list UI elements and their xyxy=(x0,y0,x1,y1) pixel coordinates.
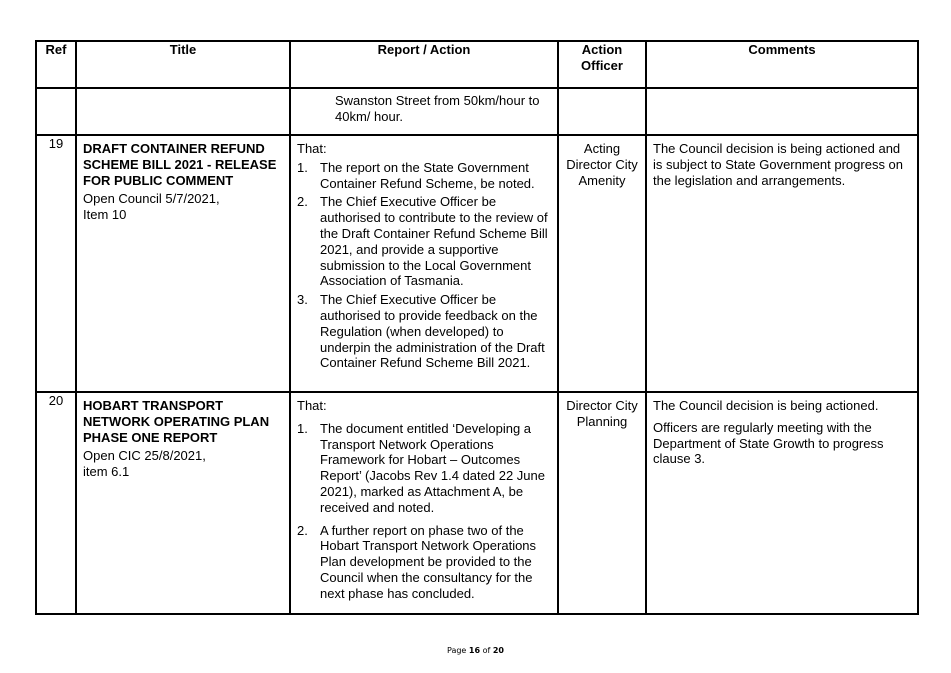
item-meeting-note xyxy=(83,191,283,223)
action-item xyxy=(297,421,551,516)
table-row xyxy=(36,392,918,614)
item-title: DRAFT CONTAINER REFUND SCHEME BILL 2021 - RELEASE FOR PUBLIC COMMENT xyxy=(83,141,277,188)
action-item xyxy=(297,194,551,289)
action-list xyxy=(297,421,551,602)
continuation-text: Swanston Street from 50km/hour to 40km/ hour. xyxy=(335,93,540,124)
action-text: The Chief Executive Officer be authorised to provide feedback on the Regulation (when developed) to underpin the administration of the Draft Container Refund Scheme Bill 2021. xyxy=(320,292,545,371)
item-number: Item 10 xyxy=(83,207,127,223)
cont-report-cell xyxy=(290,88,558,135)
action-number: 1. xyxy=(297,159,308,175)
page-word: Page xyxy=(446,646,467,655)
action-item xyxy=(297,160,551,192)
header-row xyxy=(36,41,918,88)
page-current: 16 xyxy=(468,646,481,655)
item-title: HOBART TRANSPORT NETWORK OPERATING PLAN PHASE ONE REPORT xyxy=(83,398,270,445)
action-text: The report on the State Government Container Refund Scheme, be noted. xyxy=(320,159,535,191)
report-cell xyxy=(290,135,558,392)
report-intro: That: xyxy=(297,141,327,156)
action-text: A further report on phase two of the Hobart Transport Network Operations Plan development be provided to the Council when the consultancy for the next phase has concluded. xyxy=(320,522,537,601)
ref-cell: 20 xyxy=(36,392,76,614)
header-report-action: Report / Action xyxy=(290,41,558,88)
item-meeting-note xyxy=(83,448,283,480)
continuation-row xyxy=(36,88,918,135)
officer-cell xyxy=(558,135,646,392)
page-of-word: of xyxy=(482,646,491,655)
report-table xyxy=(35,40,919,615)
comment-text: The Council decision is being actioned. xyxy=(653,398,879,413)
item-meeting: Open CIC 25/8/2021, xyxy=(83,448,206,464)
header-ref: Ref xyxy=(36,41,76,88)
action-officer: Acting Director City Amenity xyxy=(566,141,638,188)
comments-cell xyxy=(646,392,918,614)
page-footer xyxy=(0,646,951,655)
action-number: 2. xyxy=(297,522,308,538)
header-title: Title xyxy=(76,41,290,88)
report-cell xyxy=(290,392,558,614)
item-number: item 6.1 xyxy=(83,464,130,480)
page-total: 20 xyxy=(492,646,504,655)
report-intro: That: xyxy=(297,398,327,413)
comments-cell xyxy=(646,135,918,392)
cont-ref-cell xyxy=(36,88,76,135)
action-item xyxy=(297,523,551,602)
action-officer: Director City Planning xyxy=(566,398,638,429)
comment-text: The Council decision is being actioned and is subject to State Government progress on the legislation and arrangements. xyxy=(653,141,904,188)
title-cell xyxy=(76,392,290,614)
item-meeting: Open Council 5/7/2021, xyxy=(83,191,220,207)
comment-text: Officers are regularly meeting with the Department of State Growth to progress clause 3. xyxy=(653,419,884,467)
header-action-officer-text: Action Officer xyxy=(581,42,623,73)
cont-title-cell xyxy=(76,88,290,135)
action-number: 3. xyxy=(297,292,308,308)
cont-officer-cell xyxy=(558,88,646,135)
cont-comments-cell xyxy=(646,88,918,135)
action-text: The document entitled ‘Developing a Transport Network Operations Framework for Hobart – Outcomes Report’ (Jacobs Rev 1.4 dated 22 June 2021), marked as Attachment A, be received and noted. xyxy=(320,420,545,515)
title-cell xyxy=(76,135,290,392)
header-comments: Comments xyxy=(646,41,918,88)
action-list xyxy=(297,160,551,371)
action-number: 2. xyxy=(297,194,308,210)
header-action-officer xyxy=(558,41,646,88)
table-row xyxy=(36,135,918,392)
ref-cell: 19 xyxy=(36,135,76,392)
action-text: The Chief Executive Officer be authorised to contribute to the review of the Draft Container Refund Scheme Bill 2021, and provide a supportive submission to the Local Government Association of Tasmania. xyxy=(320,194,548,289)
officer-cell xyxy=(558,392,646,614)
action-number: 1. xyxy=(297,420,308,436)
action-item xyxy=(297,292,551,371)
